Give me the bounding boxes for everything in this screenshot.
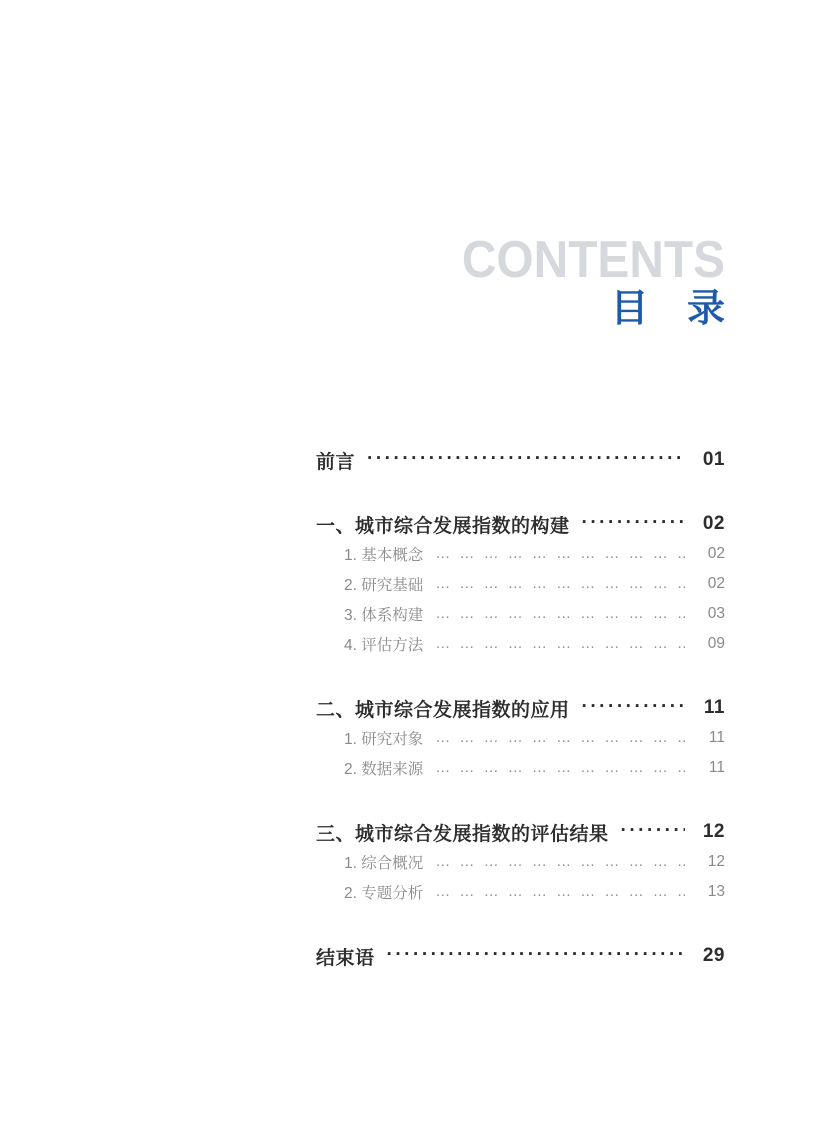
- dot-leader: [582, 512, 685, 534]
- toc-entry-section-2: [316, 693, 725, 723]
- dot-leader: [387, 944, 685, 966]
- toc-entry-title: 3. 体系构建: [344, 607, 424, 624]
- toc-entry-section-3-sub-1: [316, 847, 725, 877]
- toc-entry-title: 2. 数据来源: [344, 761, 424, 778]
- toc-entry-title: 一、城市综合发展指数的构建: [316, 515, 570, 537]
- toc-list: [316, 445, 725, 971]
- dot-leader: [435, 635, 685, 652]
- toc-entry-section-1-sub-1: [316, 539, 725, 569]
- toc-entry-title: 1. 研究对象: [344, 731, 424, 748]
- toc-entry-section-3-sub-2: [316, 877, 725, 907]
- toc-entry-section-1-sub-3: [316, 599, 725, 629]
- toc-entry-page-number: 29: [702, 945, 725, 966]
- toc-entry-section-2-sub-1: [316, 723, 725, 753]
- dot-leader: [367, 448, 685, 470]
- dot-leader: [435, 605, 685, 622]
- toc-entry-page-number: 13: [707, 883, 725, 900]
- toc-entry-section-3: [316, 817, 725, 847]
- toc-entry-title: 二、城市综合发展指数的应用: [316, 699, 570, 721]
- toc-entry-section-1-sub-4: [316, 629, 725, 659]
- toc-entry-section-1: [316, 509, 725, 539]
- dot-leader: [621, 820, 685, 842]
- toc-entry-page-number: 11: [708, 759, 725, 776]
- dot-leader: [435, 759, 685, 776]
- dot-leader: [435, 729, 685, 746]
- toc-header: [439, 231, 739, 330]
- toc-entry-title: 结束语: [316, 947, 375, 969]
- toc-entry-section-1-sub-2: [316, 569, 725, 599]
- contents-title-english: CONTENTS: [461, 231, 725, 289]
- toc-entry-conclusion: [316, 941, 725, 971]
- toc-entry-page-number: 09: [707, 635, 725, 652]
- toc-entry-title: 2. 专题分析: [344, 885, 424, 902]
- toc-entry-foreword: [316, 445, 725, 475]
- toc-block-section-1: [316, 509, 725, 659]
- dot-leader: [435, 853, 685, 870]
- toc-entry-title: 1. 基本概念: [344, 547, 424, 564]
- toc-entry-title: 1. 综合概况: [344, 855, 424, 872]
- toc-entry-section-2-sub-2: [316, 753, 725, 783]
- toc-entry-page-number: 11: [703, 697, 725, 718]
- dot-leader: [435, 575, 685, 592]
- contents-title-chinese: 目 录: [610, 288, 739, 330]
- toc-entry-page-number: 02: [707, 545, 725, 562]
- toc-entry-page-number: 12: [702, 821, 725, 842]
- toc-entry-page-number: 02: [702, 513, 725, 534]
- toc-block-foreword: [316, 445, 725, 475]
- toc-entry-title: 三、城市综合发展指数的评估结果: [316, 823, 609, 845]
- toc-entry-title: 4. 评估方法: [344, 637, 424, 654]
- toc-entry-page-number: 11: [708, 729, 725, 746]
- toc-entry-page-number: 01: [702, 449, 725, 470]
- dot-leader: [435, 545, 685, 562]
- toc-block-section-3: [316, 817, 725, 907]
- toc-entry-title: 2. 研究基础: [344, 577, 424, 594]
- toc-entry-page-number: 12: [707, 853, 725, 870]
- toc-entry-title: 前言: [316, 451, 356, 473]
- toc-entry-page-number: 02: [707, 575, 725, 592]
- toc-block-conclusion: [316, 941, 725, 971]
- dot-leader: [582, 696, 685, 718]
- dot-leader: [435, 883, 685, 900]
- toc-entry-page-number: 03: [707, 605, 725, 622]
- toc-block-section-2: [316, 693, 725, 783]
